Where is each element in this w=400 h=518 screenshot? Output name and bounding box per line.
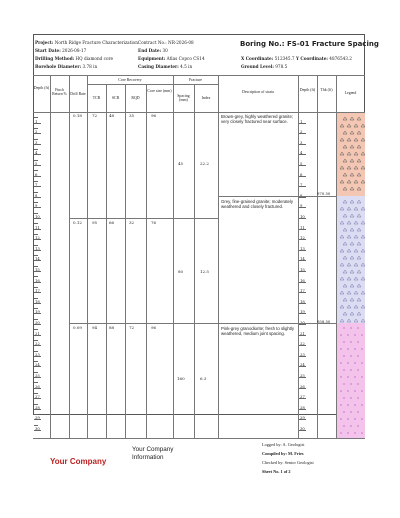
depth-tick-label-right: 24 xyxy=(300,362,305,368)
depth-tick-label-right: 23 xyxy=(300,351,305,357)
depth-tick-label: 20 xyxy=(35,320,40,325)
depth-tick-label-right: 14 xyxy=(300,256,305,262)
depth-minor-tick xyxy=(34,117,38,118)
run1-core-size: 96 xyxy=(151,113,157,118)
col-drill-rate: Drill Rate xyxy=(70,92,86,96)
run2-drill-rate: 0.12 xyxy=(73,220,82,225)
boring-title: Boring No.: FS-01 Fracture Spacing xyxy=(240,40,379,48)
depth-tick-label: 14 xyxy=(35,256,40,262)
strata2-description: Grey, fine-grained granite; moderately weathered and closely fractured. xyxy=(221,199,294,210)
depth-tick-label-right: 25 xyxy=(300,373,305,378)
depth-minor-tick xyxy=(34,128,38,129)
depth-tick-label-right: 20 xyxy=(300,320,305,325)
depth-tick-label: 4 xyxy=(35,150,38,156)
depth-minor-tick xyxy=(34,298,38,299)
depth-minor-tick xyxy=(34,266,38,267)
run2-scr: 66 xyxy=(109,220,115,225)
logged-by: Logged by: A. Geologist xyxy=(262,442,305,447)
legend-dot-mark xyxy=(354,418,355,419)
col-scr: SCR xyxy=(111,96,120,100)
depth-tick-label: 28 xyxy=(35,404,40,410)
depth-tick-label-right: 30 xyxy=(300,426,305,431)
run1-rqd: 35 xyxy=(129,113,135,118)
col-spacing: Spacing (mm) xyxy=(177,94,190,103)
col-divider xyxy=(50,75,51,438)
table-bottom-border xyxy=(33,438,365,439)
legend-dot-mark xyxy=(347,432,348,433)
depth-minor-tick xyxy=(34,276,38,277)
legend-dot-mark xyxy=(347,418,348,419)
col-depth: Depth (ft) xyxy=(33,86,50,90)
depth-minor-tick xyxy=(34,170,38,171)
depth-tick-label-right: 12 xyxy=(300,235,305,241)
depth-minor-tick xyxy=(34,414,38,415)
col-divider xyxy=(87,75,88,438)
table-header-bottom xyxy=(33,112,365,113)
depth-tick-label: 3 xyxy=(35,139,38,145)
depth-tick-label: 24 xyxy=(35,362,40,368)
depth-minor-tick xyxy=(34,181,38,182)
col-description: Description of strata xyxy=(242,90,274,94)
depth-tick-label: 29 xyxy=(35,415,40,421)
depth-tick-label: 1 xyxy=(35,118,38,124)
depth-minor-tick xyxy=(34,382,38,383)
depth-minor-tick xyxy=(34,234,38,235)
depth-tick-label-right: 27 xyxy=(300,394,305,400)
run1-drill-rate: 0.18 xyxy=(73,113,82,118)
col-core-size: Core size (mm) xyxy=(147,89,172,93)
run2-tcr: 95 xyxy=(92,220,98,225)
coordinates: X Coordinate: 512345.7 Y Coordinate: 4876543.2 xyxy=(241,56,352,61)
depth-minor-tick xyxy=(34,149,38,150)
depth-minor-tick xyxy=(34,139,38,140)
run3-scr: 88 xyxy=(109,325,115,330)
col-divider xyxy=(106,84,107,438)
run2-spacing: 80 xyxy=(178,269,184,274)
legend-dot-mark xyxy=(340,418,341,419)
project-line: Project: North Ridge Fracture CharacterizationContract No.: NR-2026-08 xyxy=(35,40,194,45)
depth-minor-tick xyxy=(34,308,38,309)
depth-tick-label: 16 xyxy=(35,277,40,283)
run3-tcr: 94 xyxy=(92,325,98,330)
depth-tick-label: 25 xyxy=(35,373,40,378)
depth-minor-tick xyxy=(34,351,38,352)
legend-dot-mark xyxy=(361,418,362,419)
run3-index: 6.3 xyxy=(200,376,207,381)
run2-rqd: 32 xyxy=(129,220,135,225)
depth-minor-tick xyxy=(34,160,38,161)
col-divider xyxy=(218,75,219,438)
depth-tick-label: 7 xyxy=(35,182,38,188)
depth-tick-label-right: 19 xyxy=(300,309,305,315)
legend-dot-mark xyxy=(357,425,358,426)
depth-minor-tick xyxy=(34,213,38,214)
depth-tick-label-right: 9 xyxy=(300,203,303,209)
depth-minor-tick xyxy=(34,404,38,405)
depth-tick-label: 9 xyxy=(35,203,38,209)
depth-tick-label: 2 xyxy=(35,129,38,135)
depth-minor-tick xyxy=(34,372,38,373)
depth-tick-label-right: 11 xyxy=(300,224,305,230)
depth-minor-tick xyxy=(34,393,38,394)
depth-tick-label: 30 xyxy=(35,426,40,431)
drilling-method: Drilling Method: HQ diamond core xyxy=(35,56,114,61)
legend-dot-mark xyxy=(340,432,341,433)
col-core-recovery: Core Recovery xyxy=(118,78,142,82)
ground-level: Ground Level: 978.5 xyxy=(241,64,288,69)
depth-tick-label-right: 7 xyxy=(300,182,303,188)
depth-tick-label: 11 xyxy=(35,224,40,230)
depth-minor-tick xyxy=(34,287,38,288)
depth-tick-label: 12 xyxy=(35,235,40,241)
col-depth-right: Depth (ft) xyxy=(299,88,316,92)
depth-minor-tick xyxy=(34,329,38,330)
col-index: Index xyxy=(201,96,211,100)
depth-minor-tick xyxy=(34,192,38,193)
depth-tick-label: 15 xyxy=(35,267,40,272)
depth-tick-label-right: 28 xyxy=(300,404,305,410)
col-legend: Legend xyxy=(344,91,357,95)
run-boundary xyxy=(69,218,218,219)
depth-tick-label: 23 xyxy=(35,351,40,357)
col-divider xyxy=(194,84,195,438)
sheet-number: Sheet No. 1 of 2 xyxy=(262,469,291,475)
run3-spacing: 160 xyxy=(177,376,185,381)
col-rqd: RQD xyxy=(131,96,140,100)
depth-tick-label-right: 13 xyxy=(300,245,305,251)
depth-tick-label-right: 10 xyxy=(300,214,305,219)
depth-tick-label: 13 xyxy=(35,245,40,251)
depth-tick-label-right: 21 xyxy=(300,330,305,336)
col-finch-return: Finch Return % xyxy=(52,88,67,97)
compiled-by: Compiled by: M. Fries xyxy=(262,451,304,457)
depth-tick-label-right: 4 xyxy=(300,150,303,156)
depth-tick-label: 8 xyxy=(35,192,38,198)
depth-tick-label-right: 15 xyxy=(300,267,305,272)
run3-rqd: 72 xyxy=(129,325,135,330)
run3-drill-rate: 0.09 xyxy=(73,325,82,330)
legend-dot-mark xyxy=(343,425,344,426)
legend-dot-mark xyxy=(361,432,362,433)
depth-tick-label-right: 8 xyxy=(300,192,303,198)
col-divider xyxy=(69,75,70,438)
strata3-description: Pink-grey granodiorite; fresh to slightly weathered, medium joint spacing. xyxy=(221,326,295,337)
strata1-elevation: 970.50 xyxy=(317,191,331,196)
strata1-description: Brown-grey, highly weathered granite; very closely fractured near surface. xyxy=(221,114,294,125)
depth-minor-tick xyxy=(34,223,38,224)
col-tcr: TCR xyxy=(92,96,101,100)
table-top-border xyxy=(33,75,365,76)
run1-tcr: 72 xyxy=(92,113,98,118)
depth-minor-tick xyxy=(34,202,38,203)
equipment: Equipment: Atlas Copco CS14 xyxy=(138,56,205,61)
fracture-divider xyxy=(173,84,218,85)
run1-spacing: 45 xyxy=(178,161,184,166)
run2-index: 12.5 xyxy=(200,269,209,274)
depth-tick-label-right: 26 xyxy=(300,383,305,389)
depth-tick-label: 26 xyxy=(35,383,40,389)
run1-index: 22.2 xyxy=(200,161,209,166)
depth-tick-label-right: 6 xyxy=(300,171,303,177)
col-divider xyxy=(336,75,337,438)
col-divider xyxy=(125,84,126,438)
depth-tick-label-right: 22 xyxy=(300,341,305,347)
depth-minor-tick xyxy=(34,361,38,362)
depth-tick-label: 18 xyxy=(35,298,40,304)
run2-core-size: 76 xyxy=(151,220,157,225)
borehole-diameter: Borehole Diameter: 3.78 in xyxy=(35,64,98,69)
depth-tick-label: 21 xyxy=(35,330,40,336)
run3-core-size: 96 xyxy=(151,325,157,330)
col-fracture: Fracture xyxy=(189,78,202,82)
depth-minor-tick xyxy=(34,319,38,320)
col-divider xyxy=(317,75,318,438)
depth-tick-label-right: 29 xyxy=(300,415,305,421)
depth-tick-label: 19 xyxy=(35,309,40,315)
run-boundary xyxy=(69,323,218,324)
col-divider xyxy=(298,75,299,438)
depth-tick-label-right: 5 xyxy=(300,161,303,166)
depth-tick-label-right: 3 xyxy=(300,139,303,145)
depth-tick-label-right: 1 xyxy=(300,118,303,124)
col-thickness: Thk (ft) xyxy=(320,88,333,92)
col-divider xyxy=(146,84,147,438)
depth-tick-label: 17 xyxy=(35,288,40,294)
depth-tick-label: 22 xyxy=(35,341,40,347)
depth-minor-tick xyxy=(34,340,38,341)
company-info: Your Company Information xyxy=(132,446,174,462)
depth-tick-label-right: 2 xyxy=(300,129,303,135)
col-divider xyxy=(173,75,174,438)
company-logo: Your Company xyxy=(50,457,107,466)
depth-tick-label-right: 17 xyxy=(300,288,305,294)
depth-tick-label: 5 xyxy=(35,161,38,166)
casing-diameter: Casing Diameter: 4.5 in xyxy=(138,64,193,69)
legend-dot-mark xyxy=(354,432,355,433)
run1-scr: 48 xyxy=(109,113,115,118)
depth-tick-label: 10 xyxy=(35,214,40,219)
strata2-elevation: 958.50 xyxy=(317,319,331,324)
depth-tick-label-right: 18 xyxy=(300,298,305,304)
depth-minor-tick xyxy=(34,255,38,256)
depth-tick-label: 27 xyxy=(35,394,40,400)
depth-tick-label: 6 xyxy=(35,171,38,177)
depth-minor-tick xyxy=(34,245,38,246)
signoff-block xyxy=(262,440,314,476)
legend-dot-mark xyxy=(350,425,351,426)
end-date: End Date: 30 xyxy=(138,48,168,53)
checked-by: Checked by: Senior Geologist xyxy=(262,460,314,466)
depth-minor-tick xyxy=(34,425,38,426)
start-date: Start Date: 2026-08-17 xyxy=(35,48,87,53)
depth-tick-label-right: 16 xyxy=(300,277,305,283)
core-recovery-divider xyxy=(87,84,173,85)
